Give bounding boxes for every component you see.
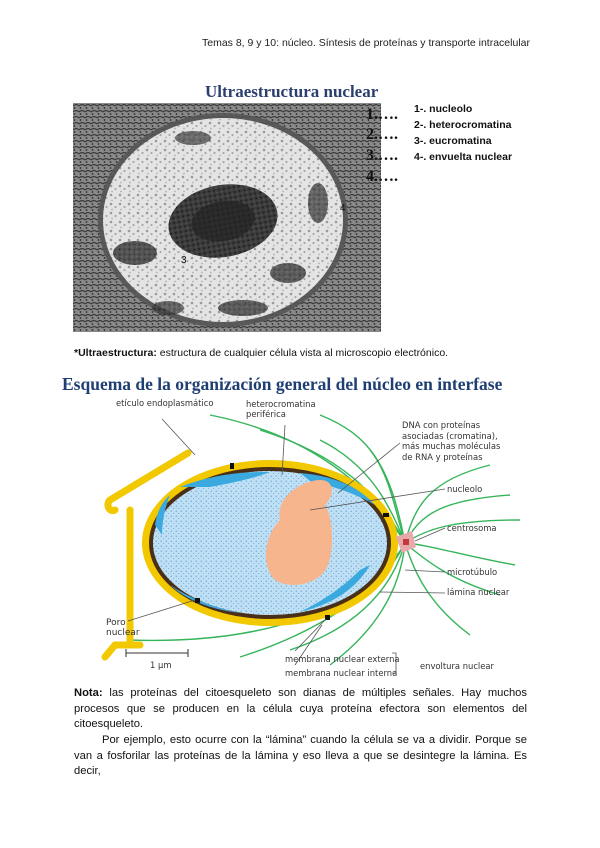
marker-3: 3.…. xyxy=(366,147,398,164)
label-nucleolo: nucleolo xyxy=(447,484,483,494)
scale-bar xyxy=(126,649,188,657)
marker-4: 4.…. xyxy=(366,168,398,185)
caption-term: *Ultraestructura: xyxy=(74,347,157,359)
label-poro: Poro nuclear xyxy=(106,618,140,638)
label-heterocromatina: heterocromatina periférica xyxy=(246,399,316,419)
label-centrosoma: centrosoma xyxy=(447,523,497,533)
nota-label: Nota: xyxy=(74,687,103,699)
label-membrana-externa: membrana nuclear externa xyxy=(285,654,400,664)
page-header: Temas 8, 9 y 10: núcleo. Síntesis de proteínas y transporte intracelular xyxy=(201,37,530,49)
electron-micrograph xyxy=(73,103,381,332)
section-title-esquema: Esquema de la organización general del núcleo en interfase xyxy=(62,374,503,394)
ultraestructura-caption xyxy=(74,347,448,359)
section-title-ultraestructura: Ultraestructura nuclear xyxy=(205,82,379,101)
marker-2: 2.…. xyxy=(366,126,398,143)
nota-paragraph xyxy=(74,686,527,733)
label-escala: 1 µm xyxy=(150,660,172,670)
label-envoltura: envoltura nuclear xyxy=(420,661,494,671)
ejemplo-paragraph: Por ejemplo, esto ocurre con la “lámina” cuando la célula se va a dividir. Porque se van a fosforilar las proteínas de la lámina y eso lleva a que se desintegre la lámina. Es decir, xyxy=(74,734,527,777)
label-microtubulo: microtúbulo xyxy=(447,567,498,577)
caption-definition: estructura de cualquier célula vista al microscopio electrónico. xyxy=(156,347,449,359)
nota-text: las proteínas del citoesqueleto son dianas de múltiples señales. Hay muchos procesos que se producen en la célula cuya proteína efectora son elementos del citoesqueleto. xyxy=(74,687,527,730)
legend-item-1: 1-. nucleolo xyxy=(414,103,473,115)
micrograph-label-3: 3 xyxy=(181,255,187,266)
marker-1: 1.…. xyxy=(366,106,398,123)
micrograph-label-4: 4 xyxy=(340,203,346,214)
legend-item-4: 4-. envuelta nuclear xyxy=(414,151,513,163)
legend-item-3: 3-. eucromatina xyxy=(414,135,492,147)
label-reticulo: etículo endoplasmático xyxy=(116,398,214,408)
legend-item-2: 2-. heterocromatina xyxy=(414,119,512,131)
label-membrana-interna: membrana nuclear interna xyxy=(285,668,398,678)
label-dna: DNA con proteínas asociadas (cromatina), más muchas moléculas de RNA y proteínas xyxy=(402,420,501,462)
label-lamina: lámina nuclear xyxy=(447,587,510,597)
